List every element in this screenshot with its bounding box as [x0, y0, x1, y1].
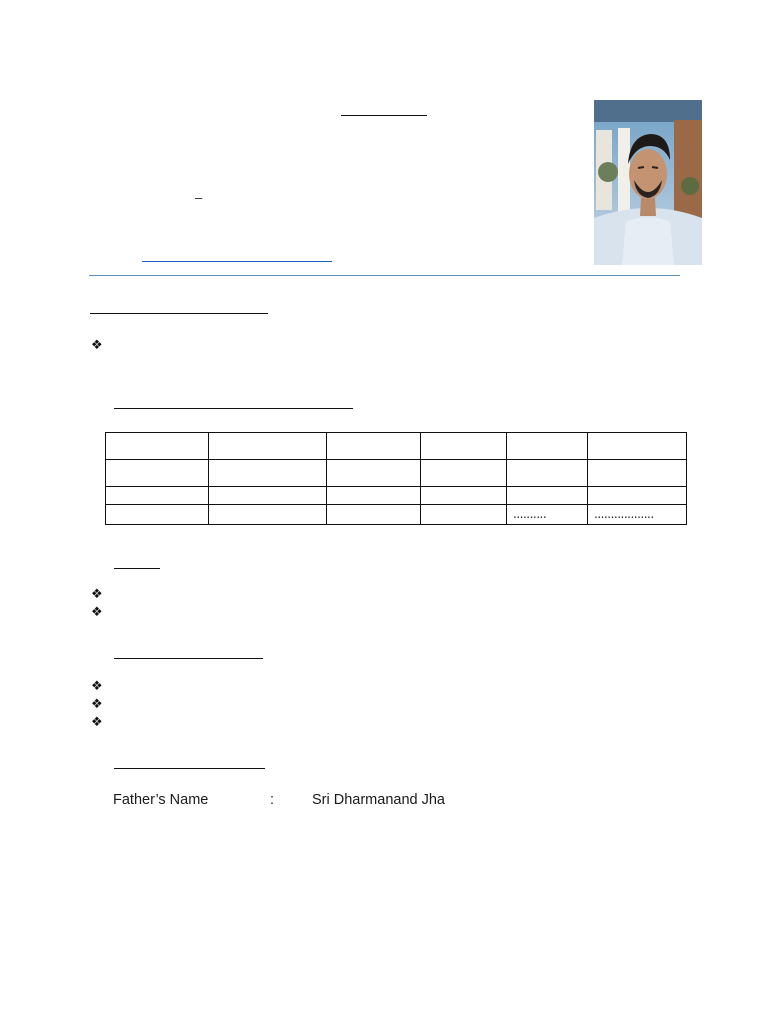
table-cell	[588, 460, 687, 487]
section-personal-underline	[114, 768, 265, 769]
section-strengths-underline	[114, 658, 263, 659]
table-cell	[421, 433, 507, 460]
table-cell	[106, 433, 209, 460]
header-dash: –	[195, 190, 203, 205]
header-divider	[89, 275, 680, 276]
section-objective-underline	[90, 313, 268, 314]
table-cell	[106, 505, 209, 525]
table-cell	[421, 505, 507, 525]
table-cell	[209, 460, 327, 487]
table-cell	[106, 487, 209, 505]
diamond-bullet-icon: ❖	[91, 338, 103, 353]
table-cell	[327, 460, 421, 487]
diamond-bullet-icon: ❖	[91, 605, 103, 620]
diamond-bullet-icon: ❖	[91, 697, 103, 712]
table-cell	[327, 433, 421, 460]
table-cell	[327, 505, 421, 525]
table-cell	[588, 487, 687, 505]
fathers-name-value: Sri Dharmanand Jha	[312, 792, 445, 808]
profile-photo-image	[594, 100, 702, 265]
fathers-name-separator: :	[270, 792, 275, 808]
table-cell	[421, 487, 507, 505]
email-link-underline[interactable]	[142, 261, 332, 262]
education-table	[105, 432, 687, 525]
table-cell	[106, 460, 209, 487]
diamond-bullet-icon: ❖	[91, 679, 103, 694]
section-skills-underline	[114, 568, 160, 569]
table-row	[106, 433, 687, 460]
table-cell-dots: ..........	[507, 505, 588, 525]
table-cell	[209, 505, 327, 525]
diamond-bullet-icon: ❖	[91, 587, 103, 602]
section-education-underline	[114, 408, 353, 409]
table-cell	[507, 433, 588, 460]
table-cell	[588, 433, 687, 460]
table-cell-dots: ..................	[588, 505, 687, 525]
table-row	[106, 487, 687, 505]
table-cell	[507, 487, 588, 505]
table-cell	[421, 460, 507, 487]
table-cell	[209, 487, 327, 505]
table-cell	[507, 460, 588, 487]
table-row	[106, 505, 687, 525]
table-cell	[209, 433, 327, 460]
table-cell	[327, 487, 421, 505]
table-row	[106, 460, 687, 487]
fathers-name-label: Father’s Name	[113, 792, 209, 808]
profile-photo	[594, 100, 702, 265]
diamond-bullet-icon: ❖	[91, 715, 103, 730]
resume-title-underline	[341, 115, 427, 116]
